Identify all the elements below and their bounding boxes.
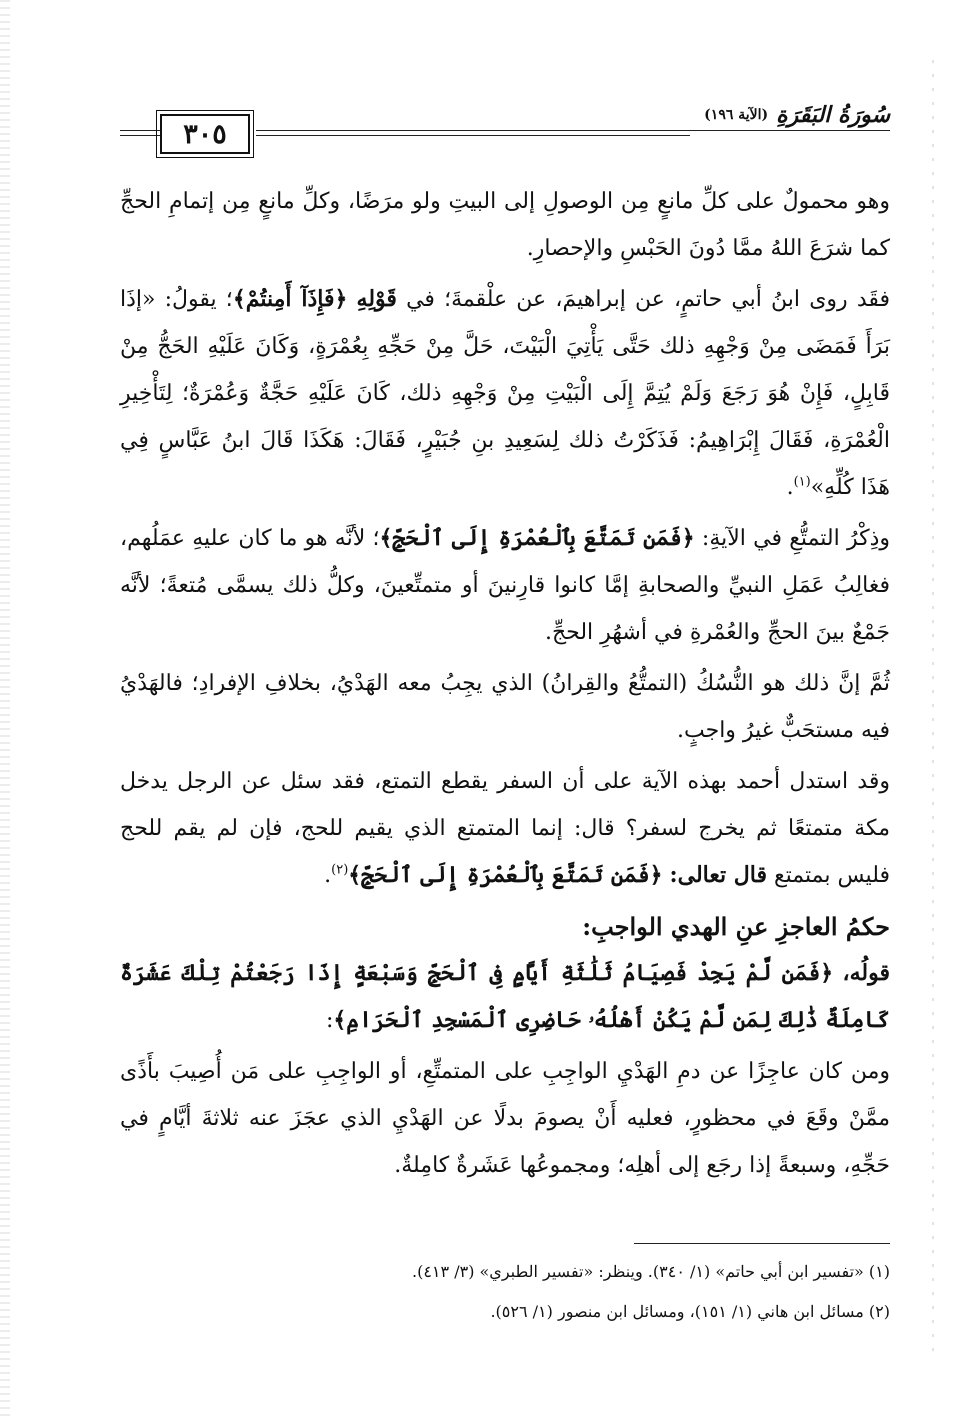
paragraph-1: وهو محمولٌ على كلِّ مانعٍ مِن الوصولِ إلى البيتِ ولو مرَضًا، وكلِّ مانعٍ مِن إتمامِ الحجِّ كما شرَعَ اللهُ ممَّا دُونَ الحَبْسِ والإحصارِ. [120, 189, 890, 261]
qala-taala-label: قال تعالى: [669, 862, 767, 888]
paragraph-3-intro: وذِكْرُ التمتُّعِ في الآيةِ: [694, 526, 891, 551]
header-rule-right [256, 130, 890, 131]
paragraph-3 [120, 515, 890, 656]
paragraph-5 [120, 758, 890, 899]
paragraph-6 [120, 950, 890, 1044]
page-body [120, 178, 890, 1193]
quran-quote-4: ﴿فَمَن لَّمْ يَجِدْ فَصِيَامُ ثَلَٰثَةِ أَيَّامٍ فِى ٱلْحَجِّ وَسَبْعَةٍ إِذَا رَجَعْتُمْ تِلْكَ عَشَرَةٌ كَامِلَةٌ ذَٰلِكَ لِمَن لَّمْ يَكُنْ أَهْلُهُۥ حَاضِرِى ٱلْمَسْجِدِ ٱلْحَرَامِ﴾ [120, 960, 890, 1033]
running-title [704, 100, 890, 130]
page-number: ٣٠٥ [160, 114, 250, 154]
qawlihi-label: قَوْلِهِ [356, 286, 397, 312]
paragraph-5-end: . [324, 863, 332, 888]
paragraph-2-intro: فقَد روى ابنُ أبي حاتمٍ، عن إبراهيمَ، عن علْقمةَ؛ في [396, 287, 891, 312]
scan-edge-left [0, 0, 10, 1417]
paragraph-2-end: . [786, 475, 794, 500]
ayah-reference: (الآية ١٩٦) [704, 107, 769, 123]
paragraph-2-narration: ؛ يقولُ: «إذَا بَرَأَ فَمَضَى مِنْ وَجْهِهِ ذلك حَتَّى يَأْتِيَ الْبَيْتَ، حَلَّ مِنْ حَجِّهِ بِعُمْرَةٍ، وَكَانَ عَلَيْهِ الحَجُّ مِنْ قَابِلٍ، فَإِنْ هُوَ رَجَعَ وَلَمْ يُتِمَّ إِلَى الْبَيْتِ مِنْ وَجْهِهِ ذلك، كَانَ عَلَيْهِ حَجَّةٌ وَعُمْرَةٌ؛ لِتَأْخِيرِ الْعُمْرَةِ، فَقَالَ إِبْرَاهِيمُ: فَذَكَرْتُ ذلك لِسَعِيدِ بنِ جُبَيْرٍ، فَقَالَ: هَكَذَا قَالَ ابنُ عَبَّاسٍ فِي هَذَا كُلِّهِ» [120, 287, 891, 500]
paragraph-5-text: وقد استدل أحمد بهذه الآية على أن السفر يقطع التمتع، فقد سئل عن الرجل يدخل مكة متمتعًا ثم يخرج لسفر؟ قال: إنما المتمتع الذي يقيم للحج، فإن لم يقم للحج فليس بمتمتع [120, 769, 890, 888]
quran-quote-1: ﴿فَإِذَآ أَمِنتُمْ﴾ [232, 286, 348, 312]
paragraph-6-end: : [325, 1008, 334, 1033]
section-heading: حكمُ العاجزِ عنِ الهدي الواجبِ: [582, 912, 890, 941]
surah-name: سُورَةُ البَقَرَةِ [776, 102, 890, 128]
footnote-1: (١) «تفسير ابن أبي حاتم» (١/ ٣٤٠). وينظر: «تفسير الطبري» (٣/ ٤١٣). [412, 1262, 890, 1281]
footnote-ref-2: (٢) [331, 862, 349, 878]
header-rule-left [120, 130, 160, 131]
paragraph-4: ثُمَّ إنَّ ذلك هو النُّسُكُ (التمتُّعُ والقِرانُ) الذي يجِبُ معه الهَدْيُ، بخلافِ الإفرادِ؛ فالهَدْيُ فيه مستحَبٌّ غيرُ واجبٍ. [120, 671, 890, 743]
footnote-2: (٢) مسائل ابن هاني (١/ ١٥١)، ومسائل ابن منصور (١/ ٥٢٦). [490, 1302, 890, 1321]
paragraph-3-rest: ؛ لأنَّه هو ما كان عليهِ عمَلُهم، فغالِبُ عَمَلِ النبيِّ والصحابةِ إمَّا كانوا قارِنينَ أو متمتِّعينَ، وكلُّ ذلك يسمَّى مُتعةً؛ لأنَّه جَمْعٌ بينَ الحجِّ والعُمْرةِ في أشهُرِ الحجِّ. [120, 526, 890, 645]
paragraph-7: ومن كان عاجِزًا عن دمِ الهَدْيِ الواجِبِ على المتمتِّعِ، أو الواجِبِ على مَن أُصِيبَ بأَذًى ممَّنْ وقَعَ في محظورٍ، فعليه أَنْ يصومَ بدلًا عن الهَدْيِ الذي عجَزَ عنه ثلاثةَ أيَّامٍ في حَجِّهِ، وسبعةً إذا رجَع إلى أهلِه؛ ومجموعُها عَشَرةٌ كامِلةٌ. [120, 1059, 890, 1178]
scan-edge-right [932, 60, 934, 1360]
quran-quote-2: ﴿فَمَن تَمَتَّعَ بِٱلْعُمْرَةِ إِلَى ٱلْحَجِّ﴾ [379, 525, 695, 551]
paragraph-2 [120, 276, 890, 511]
footnotes [120, 1252, 890, 1332]
page-header [120, 100, 890, 160]
footnote-ref-1: (١) [793, 474, 811, 490]
header-rule-left-lower [120, 135, 160, 136]
qawluhu-label: قولُه، [842, 960, 890, 986]
header-rule-right-lower [256, 135, 690, 136]
quran-quote-3: ﴿فَمَن تَمَتَّعَ بِٱلْعُمْرَةِ إِلَى ٱلْحَجِّ﴾ [348, 862, 663, 888]
footnote-separator [634, 1243, 890, 1244]
